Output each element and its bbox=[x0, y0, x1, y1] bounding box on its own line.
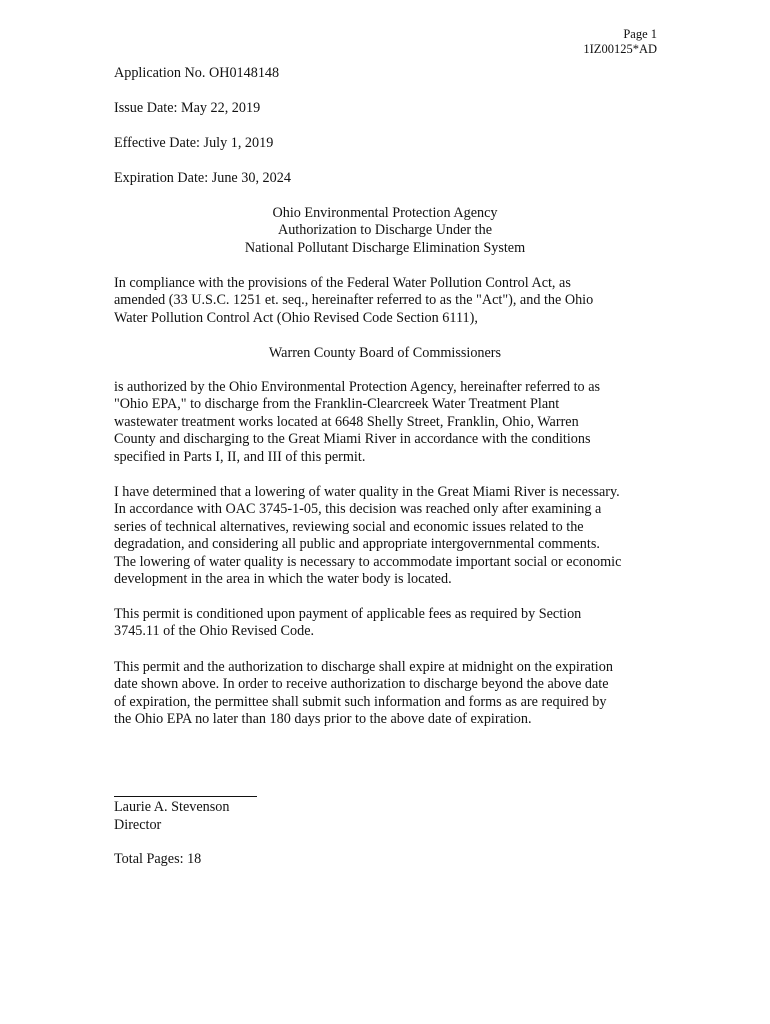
paragraph-line: Water Pollution Control Act (Ohio Revised Code Section 6111), bbox=[114, 309, 478, 326]
paragraph-line: degradation, and considering all public and appropriate intergovernmental comments. bbox=[114, 536, 600, 553]
paragraph-line: I have determined that a lowering of water quality in the Great Miami River is necessary. bbox=[114, 484, 620, 500]
paragraph-line: 3745.11 of the Ohio Revised Code. bbox=[114, 623, 315, 640]
authorization-paragraph bbox=[114, 379, 659, 466]
paragraph-line: is authorized by the Ohio Environmental Protection Agency, hereinafter referred to as bbox=[114, 379, 601, 395]
permit-title bbox=[114, 205, 656, 257]
application-number: Application No. OH0148148 bbox=[114, 65, 280, 81]
paragraph-line: "Ohio EPA," to discharge from the Franklin-Clearcreek Water Treatment Plant bbox=[114, 396, 560, 413]
paragraph-line: specified in Parts I, II, and III of this permit. bbox=[114, 448, 366, 465]
expiration-date: Expiration Date: June 30, 2024 bbox=[114, 170, 291, 186]
determination-paragraph bbox=[114, 484, 659, 588]
paragraph-line: This permit and the authorization to discharge shall expire at midnight on the expiration bbox=[114, 659, 613, 675]
paragraph-line: the Ohio EPA no later than 180 days prior to the above date of expiration. bbox=[114, 711, 532, 728]
paragraph-line: County and discharging to the Great Miami River in accordance with the conditions bbox=[114, 431, 591, 448]
document-code: 1IZ00125*AD bbox=[583, 42, 657, 56]
effective-date: Effective Date: July 1, 2019 bbox=[114, 135, 274, 151]
paragraph-line: The lowering of water quality is necessary to accommodate important social or economic bbox=[114, 553, 622, 570]
total-pages: Total Pages: 18 bbox=[114, 851, 202, 867]
signatory-name: Laurie A. Stevenson bbox=[114, 799, 230, 815]
title-line-system: National Pollutant Discharge Elimination System bbox=[244, 239, 526, 256]
paragraph-line: development in the area in which the water body is located. bbox=[114, 571, 452, 588]
title-line-authorization: Authorization to Discharge Under the bbox=[277, 222, 493, 239]
title-line-agency: Ohio Environmental Protection Agency bbox=[272, 205, 498, 221]
paragraph-line: This permit is conditioned upon payment of applicable fees as required by Section bbox=[114, 606, 582, 622]
expiration-paragraph bbox=[114, 659, 659, 729]
paragraph-line: series of technical alternatives, reviewing social and economic issues related to the bbox=[114, 518, 584, 535]
paragraph-line: amended (33 U.S.C. 1251 et. seq., hereinafter referred to as the "Act"), and the Ohio bbox=[114, 292, 594, 309]
paragraph-line: date shown above. In order to receive authorization to discharge beyond the above date bbox=[114, 676, 609, 693]
issue-date: Issue Date: May 22, 2019 bbox=[114, 100, 261, 116]
signature-line bbox=[114, 796, 257, 797]
fees-paragraph bbox=[114, 606, 659, 641]
compliance-paragraph bbox=[114, 275, 659, 327]
paragraph-line: wastewater treatment works located at 6648 Shelly Street, Franklin, Ohio, Warren bbox=[114, 413, 579, 430]
page-header bbox=[583, 27, 657, 57]
paragraph-line: of expiration, the permittee shall submit such information and forms as are required by bbox=[114, 693, 607, 710]
page-number: Page 1 bbox=[623, 27, 657, 41]
permittee-name: Warren County Board of Commissioners bbox=[268, 345, 502, 361]
paragraph-line: In accordance with OAC 3745-1-05, this decision was reached only after examining a bbox=[114, 501, 602, 518]
signatory-title: Director bbox=[114, 817, 162, 833]
paragraph-line: In compliance with the provisions of the Federal Water Pollution Control Act, as bbox=[114, 275, 571, 291]
